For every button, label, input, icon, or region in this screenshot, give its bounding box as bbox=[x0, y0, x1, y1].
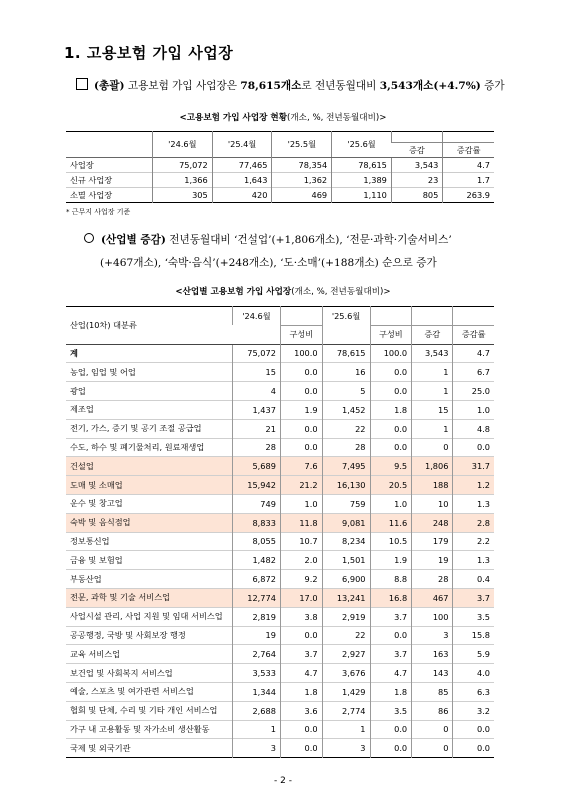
table2-header-change: 증감 bbox=[412, 325, 453, 344]
industry-label: 수도, 하수 및 폐기물처리, 원료재생업 bbox=[66, 438, 233, 457]
table-cell: 0.4 bbox=[453, 570, 494, 589]
industry-label: 건설업 bbox=[66, 457, 233, 476]
table-cell: 100.0 bbox=[370, 344, 412, 363]
table-cell: 10.5 bbox=[370, 532, 412, 551]
table-cell: 163 bbox=[412, 645, 453, 664]
table-cell: 15 bbox=[412, 400, 453, 419]
table1-cell: 1.7 bbox=[443, 173, 494, 188]
table1-cell: 1,366 bbox=[153, 173, 213, 188]
table1-header: '24.6월 bbox=[153, 132, 213, 158]
industry-label: 도매 및 소매업 bbox=[66, 476, 233, 495]
table-cell: 3.2 bbox=[453, 701, 494, 720]
table2-caption-rest: (개소, %, 전년동월대비)> bbox=[291, 287, 391, 297]
table2-header-industry: 산업(10차) 대분류 bbox=[70, 319, 137, 330]
table-cell: 0.0 bbox=[370, 419, 412, 438]
table-cell: 6.7 bbox=[453, 363, 494, 382]
table-cell: 1,806 bbox=[412, 457, 453, 476]
circle-bullet-icon bbox=[84, 233, 94, 243]
table-cell: 4.7 bbox=[453, 344, 494, 363]
table2-body bbox=[66, 344, 494, 758]
table-cell: 28 bbox=[233, 438, 281, 457]
table-cell: 0.0 bbox=[280, 438, 322, 457]
table-cell: 25.0 bbox=[453, 382, 494, 401]
industry-label: 사업시설 관리, 사업 지원 및 임대 서비스업 bbox=[66, 607, 233, 626]
table-cell: 3.7 bbox=[280, 645, 322, 664]
table-cell: 1.3 bbox=[453, 494, 494, 513]
table1-cell: 420 bbox=[212, 188, 272, 203]
table-cell: 2,819 bbox=[233, 607, 281, 626]
table-cell: 0.0 bbox=[370, 438, 412, 457]
table-cell: 1 bbox=[412, 419, 453, 438]
table-cell: 3 bbox=[233, 739, 281, 758]
table1-cell: 75,072 bbox=[153, 158, 213, 173]
summary-prefix: 고용보험 가입 사업장은 bbox=[127, 80, 237, 92]
table1-cell: 263.9 bbox=[443, 188, 494, 203]
table1-header: 증감률 bbox=[443, 143, 494, 158]
table-row bbox=[66, 532, 494, 551]
table-cell: 1.3 bbox=[453, 551, 494, 570]
table-cell: 2.0 bbox=[280, 551, 322, 570]
table-cell: 3.5 bbox=[370, 701, 412, 720]
table-cell: 85 bbox=[412, 682, 453, 701]
table-cell: 22 bbox=[322, 419, 370, 438]
table-cell: 22 bbox=[322, 626, 370, 645]
table-cell: 2,764 bbox=[233, 645, 281, 664]
table-cell: 28 bbox=[322, 438, 370, 457]
table2-header-spacer bbox=[453, 307, 494, 326]
table-cell: 86 bbox=[412, 701, 453, 720]
table-cell: 19 bbox=[412, 551, 453, 570]
table-row bbox=[66, 664, 494, 683]
table-cell: 0.0 bbox=[280, 720, 322, 739]
table-cell: 16,130 bbox=[322, 476, 370, 495]
table-cell: 5 bbox=[322, 382, 370, 401]
table-cell: 1 bbox=[233, 720, 281, 739]
table-cell: 2,919 bbox=[322, 607, 370, 626]
workplace-status-table bbox=[66, 131, 494, 203]
table-cell: 8,833 bbox=[233, 513, 281, 532]
table-row bbox=[66, 363, 494, 382]
industry-label: 광업 bbox=[66, 382, 233, 401]
table-cell: 248 bbox=[412, 513, 453, 532]
table-cell: 1 bbox=[412, 382, 453, 401]
summary-line bbox=[76, 78, 505, 93]
table-cell: 3 bbox=[412, 626, 453, 645]
table1-header: '25.5월 bbox=[272, 132, 332, 158]
table-row bbox=[66, 570, 494, 589]
table-cell: 4.7 bbox=[280, 664, 322, 683]
table-cell: 12,774 bbox=[233, 588, 281, 607]
table1-row-label: 신규 사업장 bbox=[70, 174, 113, 185]
table-cell: 1 bbox=[412, 363, 453, 382]
table2-caption-bold: <산업별 고용보험 가입 사업장 bbox=[175, 287, 292, 297]
table-cell: 1,482 bbox=[233, 551, 281, 570]
table-cell: 1.0 bbox=[370, 494, 412, 513]
table1-cell: 78,354 bbox=[272, 158, 332, 173]
table1-cell: 77,465 bbox=[212, 158, 272, 173]
table2-header-spacer bbox=[322, 325, 370, 344]
table-cell: 2,774 bbox=[322, 701, 370, 720]
table-cell: 8,055 bbox=[233, 532, 281, 551]
table-cell: 1,501 bbox=[322, 551, 370, 570]
table-row bbox=[66, 513, 494, 532]
table2-header-share: 구성비 bbox=[280, 325, 322, 344]
table-cell: 16.8 bbox=[370, 588, 412, 607]
table-cell: 19 bbox=[233, 626, 281, 645]
table1-cell: 4.7 bbox=[443, 158, 494, 173]
industry-label: 제조업 bbox=[66, 400, 233, 419]
page-number: - 2 - bbox=[274, 776, 292, 786]
industry-label: 전문, 과학 및 기술 서비스업 bbox=[66, 588, 233, 607]
table-cell: 1.9 bbox=[370, 551, 412, 570]
table-cell: 0.0 bbox=[280, 419, 322, 438]
table-cell: 21 bbox=[233, 419, 281, 438]
table-row bbox=[66, 494, 494, 513]
table-cell: 0.0 bbox=[453, 720, 494, 739]
table-row bbox=[66, 419, 494, 438]
table-cell: 4.7 bbox=[370, 664, 412, 683]
table1-cell: 23 bbox=[391, 173, 442, 188]
table-cell: 4.8 bbox=[453, 419, 494, 438]
bullet-line-2: (+467개소), ‘숙박·음식’(+248개소), ‘도·소매’(+188개소) 순으로 증가 bbox=[100, 257, 437, 269]
table-cell: 0.0 bbox=[370, 739, 412, 758]
industry-label: 국제 및 외국기관 bbox=[66, 739, 233, 758]
table1-cell: 805 bbox=[391, 188, 442, 203]
table-cell: 16 bbox=[322, 363, 370, 382]
industry-label: 전기, 가스, 증기 및 공기 조절 공급업 bbox=[66, 419, 233, 438]
bullet-text-1: 전년동월대비 ‘건설업’(+1,806개소), ‘전문·과학·기술서비스’ bbox=[169, 234, 452, 246]
table-cell: 100 bbox=[412, 607, 453, 626]
table-cell: 5.9 bbox=[453, 645, 494, 664]
table-cell: 10.7 bbox=[280, 532, 322, 551]
table-total-row bbox=[66, 344, 494, 363]
table-cell: 0 bbox=[412, 438, 453, 457]
table-cell: 1,452 bbox=[322, 400, 370, 419]
table1-cell: 78,615 bbox=[332, 158, 392, 173]
table-cell: 5,689 bbox=[233, 457, 281, 476]
table-cell: 7.6 bbox=[280, 457, 322, 476]
table2-header-y24: '24.6월 bbox=[233, 307, 281, 326]
table-cell: 0.0 bbox=[370, 382, 412, 401]
table-cell: 759 bbox=[322, 494, 370, 513]
table1-note: * 근무지 사업장 기준 bbox=[66, 208, 131, 216]
table-cell: 10 bbox=[412, 494, 453, 513]
table-cell: 9.2 bbox=[280, 570, 322, 589]
table-cell: 1.0 bbox=[280, 494, 322, 513]
summary-change: 3,543개소(+4.7%) bbox=[379, 80, 481, 92]
industry-label: 보건업 및 사회복지 서비스업 bbox=[66, 664, 233, 683]
table-row bbox=[66, 457, 494, 476]
table-row bbox=[66, 645, 494, 664]
table-cell: 0.0 bbox=[453, 739, 494, 758]
industry-label: 숙박 및 음식점업 bbox=[66, 513, 233, 532]
section-title: 1. 고용보험 가입 사업장 bbox=[64, 44, 234, 62]
industry-label: 협회 및 단체, 수리 및 기타 개인 서비스업 bbox=[66, 701, 233, 720]
table-cell: 6.3 bbox=[453, 682, 494, 701]
table-cell: 0.0 bbox=[370, 626, 412, 645]
table-cell: 3.7 bbox=[370, 645, 412, 664]
table-row bbox=[66, 739, 494, 758]
table-cell: 20.5 bbox=[370, 476, 412, 495]
table1-header: '25.4월 bbox=[212, 132, 272, 158]
table-cell: 0.0 bbox=[280, 626, 322, 645]
table-cell: 1.2 bbox=[453, 476, 494, 495]
table-cell: 4 bbox=[233, 382, 281, 401]
table-cell: 143 bbox=[412, 664, 453, 683]
table-cell: 15 bbox=[233, 363, 281, 382]
bullet-line-1 bbox=[84, 232, 452, 247]
table2-header-spacer bbox=[370, 307, 412, 326]
table1-cell: 1,362 bbox=[272, 173, 332, 188]
table-cell: 7,495 bbox=[322, 457, 370, 476]
table-cell: 21.2 bbox=[280, 476, 322, 495]
table-cell: 1 bbox=[322, 720, 370, 739]
table-cell: 3.8 bbox=[280, 607, 322, 626]
table-cell: 6,872 bbox=[233, 570, 281, 589]
table-cell: 1.8 bbox=[370, 682, 412, 701]
table-cell: 2,927 bbox=[322, 645, 370, 664]
table1-header: 증감 bbox=[391, 143, 442, 158]
table-cell: 15,942 bbox=[233, 476, 281, 495]
table1-cell: 1,389 bbox=[332, 173, 392, 188]
table-cell: 1,437 bbox=[233, 400, 281, 419]
table-cell: 11.6 bbox=[370, 513, 412, 532]
table1-caption bbox=[0, 111, 566, 123]
table-cell: 0.0 bbox=[280, 739, 322, 758]
table-cell: 2,688 bbox=[233, 701, 281, 720]
table-row bbox=[66, 720, 494, 739]
bullet-label: (산업별 증감) bbox=[101, 234, 166, 246]
table-row bbox=[66, 682, 494, 701]
table-cell: 100.0 bbox=[280, 344, 322, 363]
table1-row-label: 소멸 사업장 bbox=[70, 189, 113, 200]
table-cell: 0.0 bbox=[280, 363, 322, 382]
table-cell: 3.7 bbox=[370, 607, 412, 626]
summary-mid: 로 전년동월대비 bbox=[301, 80, 377, 92]
table-cell: 0 bbox=[412, 739, 453, 758]
table-cell: 15.8 bbox=[453, 626, 494, 645]
table-cell: 3,533 bbox=[233, 664, 281, 683]
table-cell: 9.5 bbox=[370, 457, 412, 476]
table-row bbox=[66, 588, 494, 607]
table-cell: 8,234 bbox=[322, 532, 370, 551]
table-row bbox=[66, 476, 494, 495]
table-cell: 3.5 bbox=[453, 607, 494, 626]
industry-label: 운수 및 창고업 bbox=[66, 494, 233, 513]
industry-label: 가구 내 고용활동 및 자가소비 생산활동 bbox=[66, 720, 233, 739]
table-row bbox=[66, 607, 494, 626]
table-cell: 749 bbox=[233, 494, 281, 513]
table-cell: 3,543 bbox=[412, 344, 453, 363]
industry-label: 부동산업 bbox=[66, 570, 233, 589]
table2-header-share: 구성비 bbox=[370, 325, 412, 344]
table-cell: 0.0 bbox=[280, 382, 322, 401]
table-row bbox=[66, 382, 494, 401]
table-cell: 75,072 bbox=[233, 344, 281, 363]
table2-header-rate: 증감률 bbox=[453, 325, 494, 344]
table-cell: 3 bbox=[322, 739, 370, 758]
table1-cell: 1,643 bbox=[212, 173, 272, 188]
table1-caption-rest: (개소, %, 전년동월대비)> bbox=[287, 113, 387, 123]
table-cell: 3,676 bbox=[322, 664, 370, 683]
table-cell: 467 bbox=[412, 588, 453, 607]
table-cell: 6,900 bbox=[322, 570, 370, 589]
table-cell: 0.0 bbox=[453, 438, 494, 457]
table1-header: '25.6월 bbox=[332, 132, 392, 158]
table1-caption-bold: <고용보험 가입 사업장 현황 bbox=[179, 113, 288, 123]
summary-count: 78,615개소 bbox=[240, 80, 302, 92]
table-cell: 1.8 bbox=[280, 682, 322, 701]
industry-label: 교육 서비스업 bbox=[66, 645, 233, 664]
industry-label: 정보통신업 bbox=[66, 532, 233, 551]
table-cell: 2.8 bbox=[453, 513, 494, 532]
table-cell: 1.8 bbox=[370, 400, 412, 419]
table-row bbox=[66, 701, 494, 720]
table-cell: 1,344 bbox=[233, 682, 281, 701]
table-cell: 188 bbox=[412, 476, 453, 495]
table-cell: 8.8 bbox=[370, 570, 412, 589]
table1-cell: 305 bbox=[153, 188, 213, 203]
table2-header-y25: '25.6월 bbox=[322, 307, 370, 326]
table-cell: 4.0 bbox=[453, 664, 494, 683]
table-cell: 0.0 bbox=[370, 363, 412, 382]
summary-suffix: 증가 bbox=[484, 80, 505, 92]
industry-label: 금융 및 보험업 bbox=[66, 551, 233, 570]
table-cell: 3.7 bbox=[453, 588, 494, 607]
table1-header-spacer bbox=[391, 132, 442, 143]
industry-label: 예술, 스포츠 및 여가관련 서비스업 bbox=[66, 682, 233, 701]
table-cell: 78,615 bbox=[322, 344, 370, 363]
summary-label: (총괄) bbox=[94, 80, 125, 92]
industry-label: 공공행정, 국방 및 사회보장 행정 bbox=[66, 626, 233, 645]
table-cell: 1,429 bbox=[322, 682, 370, 701]
industry-label: 계 bbox=[66, 344, 233, 363]
table-row bbox=[66, 551, 494, 570]
table-cell: 11.8 bbox=[280, 513, 322, 532]
table-cell: 1.0 bbox=[453, 400, 494, 419]
table1-header-spacer bbox=[443, 132, 494, 143]
table-row bbox=[66, 438, 494, 457]
table2-header-spacer bbox=[412, 307, 453, 326]
industry-workplace-table bbox=[66, 306, 494, 758]
table-row bbox=[66, 400, 494, 419]
table2-header-spacer bbox=[233, 325, 281, 344]
table-cell: 13,241 bbox=[322, 588, 370, 607]
table-cell: 0.0 bbox=[370, 720, 412, 739]
table-cell: 28 bbox=[412, 570, 453, 589]
table-cell: 17.0 bbox=[280, 588, 322, 607]
table2-header-spacer bbox=[280, 307, 322, 326]
table-cell: 179 bbox=[412, 532, 453, 551]
industry-label: 농업, 임업 및 어업 bbox=[66, 363, 233, 382]
table-cell: 1.9 bbox=[280, 400, 322, 419]
table-cell: 0 bbox=[412, 720, 453, 739]
table1-corner bbox=[66, 132, 153, 158]
table1-cell: 469 bbox=[272, 188, 332, 203]
table-row bbox=[66, 626, 494, 645]
table-cell: 3.6 bbox=[280, 701, 322, 720]
table1-cell: 1,110 bbox=[332, 188, 392, 203]
table1-cell: 3,543 bbox=[391, 158, 442, 173]
table-cell: 2.2 bbox=[453, 532, 494, 551]
table-cell: 9,081 bbox=[322, 513, 370, 532]
square-bullet-icon bbox=[76, 78, 88, 90]
table-cell: 31.7 bbox=[453, 457, 494, 476]
table2-caption bbox=[0, 285, 566, 297]
table1-row-label: 사업장 bbox=[70, 159, 94, 170]
